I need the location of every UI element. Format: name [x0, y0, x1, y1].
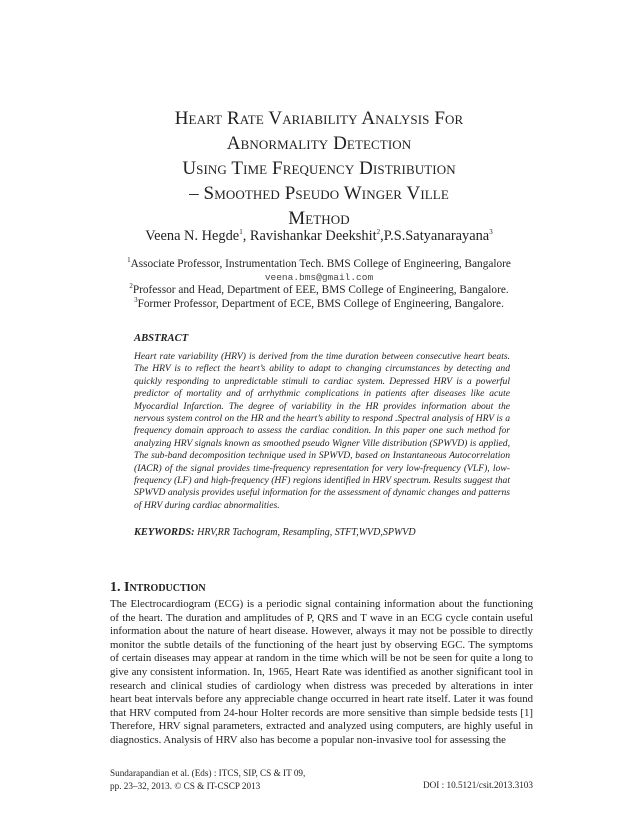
affiliation-text: Former Professor, Department of ECE, BMS College of Engineering, Bangalore. — [137, 298, 504, 310]
footer-line: Sundarapandian et al. (Eds) : ITCS, SIP, CS & IT 09, — [110, 768, 306, 778]
footer-line: pp. 23–32, 2013. © CS & IT-CSCP 2013 — [110, 781, 261, 791]
keywords-text: HRV,RR Tachogram, Resampling, STFT,WVD,SPWVD — [197, 527, 416, 538]
title-line: Heart Rate Variability Analysis For — [174, 108, 464, 129]
author-email: veena.bms@gmail.com — [264, 272, 374, 283]
author-name: Veena N. Hegde — [145, 228, 240, 244]
keywords-label: KEYWORDS: — [134, 527, 195, 538]
section-heading: 1. Introduction — [110, 580, 206, 595]
introduction-body: The Electrocardiogram (ECG) is a periodic signal containing information about the functioning of the heart. The duration and amplitudes of P, QRS and T wave in an ECG cycle contain useful information about the nature of heart disease. However, always it may not be possible to directly monitor the subtle details of the functioning of the heart just by observing EGC. The symptoms of certain diseases may appear at random in the time which will be not be seen for quite a long to give any consistent information. In, 1965, Heart Rate was identified as another significant tool in research and clinical studies of cardiology when distress was preceded by alterations in inter heart beat intervals before any appreciable change occurred in heart rate itself. Later it was found that HRV computed from 24-hour Holter records are more sensitive than simple bedside tests [1] Therefore, HRV signal parameters, extracted and analyzed using computers, are highly useful in diagnostics. Analysis of HRV also has become a popular non-invasive tool for assessing the — [110, 598, 533, 746]
author-sup: 1 — [239, 228, 243, 237]
affiliation-sup: 1 — [127, 256, 131, 265]
affiliation-sup: 3 — [134, 296, 138, 305]
keywords — [134, 527, 416, 538]
title-line: – Smoothed Pseudo Winger Ville — [189, 183, 449, 204]
affiliation-text: Professor and Head, Department of EEE, BMS College of Engineering, Bangalore. — [132, 284, 509, 296]
title-line: Method — [288, 208, 350, 229]
paper-title — [60, 106, 578, 231]
abstract-heading: ABSTRACT — [134, 333, 189, 344]
affiliation-text: Associate Professor, Instrumentation Tech. BMS College of Engineering, Bangalore — [130, 258, 511, 270]
title-line: Abnormality Detection — [226, 133, 412, 154]
footer-doi: DOI : 10.5121/csit.2013.3103 — [423, 780, 533, 790]
abstract-body: Heart rate variability (HRV) is derived from the time duration between consecutive heart beats. The HRV is to reflect the heart’s ability to adapt to changing circumstances by detecting and quickly responding to unpredictable stimuli to cardiac system. Depressed HRV is a powerful predictor of mortality and of arrhythmic complications in patients after diseases like acute Myocardial Infarction. The degree of variability in the HR provides information about the nervous system control on the HR and the heart’s ability to respond .Spectral analysis of HRV is a frequency domain approach to assess the cardiac condition. In this paper one such method for analyzing HRV signals known as smoothed pseudo Wigner Ville distribution (SPWVD) is applied, The sub-band decomposition technique used in SPWVD, based on Instantaneous Autocorrelation (IACR) of the signal provides time-frequency representation for very low-frequency (VLF), low-frequency (LF) and high-frequency (HF) regions identified in HRV spectrum. Results suggest that SPWVD analysis provides useful information for the assessment of dynamic changes and patterns of HRV during cardiac abnormalities. — [134, 351, 510, 511]
author-list — [60, 228, 578, 245]
author-name: ,P.S.Satyanarayana — [380, 228, 490, 244]
author-sup: 3 — [489, 228, 493, 237]
affiliation-3 — [60, 298, 578, 310]
affiliation-sup: 2 — [129, 282, 133, 291]
author-sup: 2 — [376, 228, 381, 237]
affiliation-2 — [60, 284, 578, 296]
title-line: Using Time Frequency Distribution — [182, 158, 456, 179]
author-name: , Ravishankar Deekshit — [242, 228, 377, 244]
affiliation-1 — [60, 258, 578, 270]
footer-citation — [110, 767, 305, 793]
